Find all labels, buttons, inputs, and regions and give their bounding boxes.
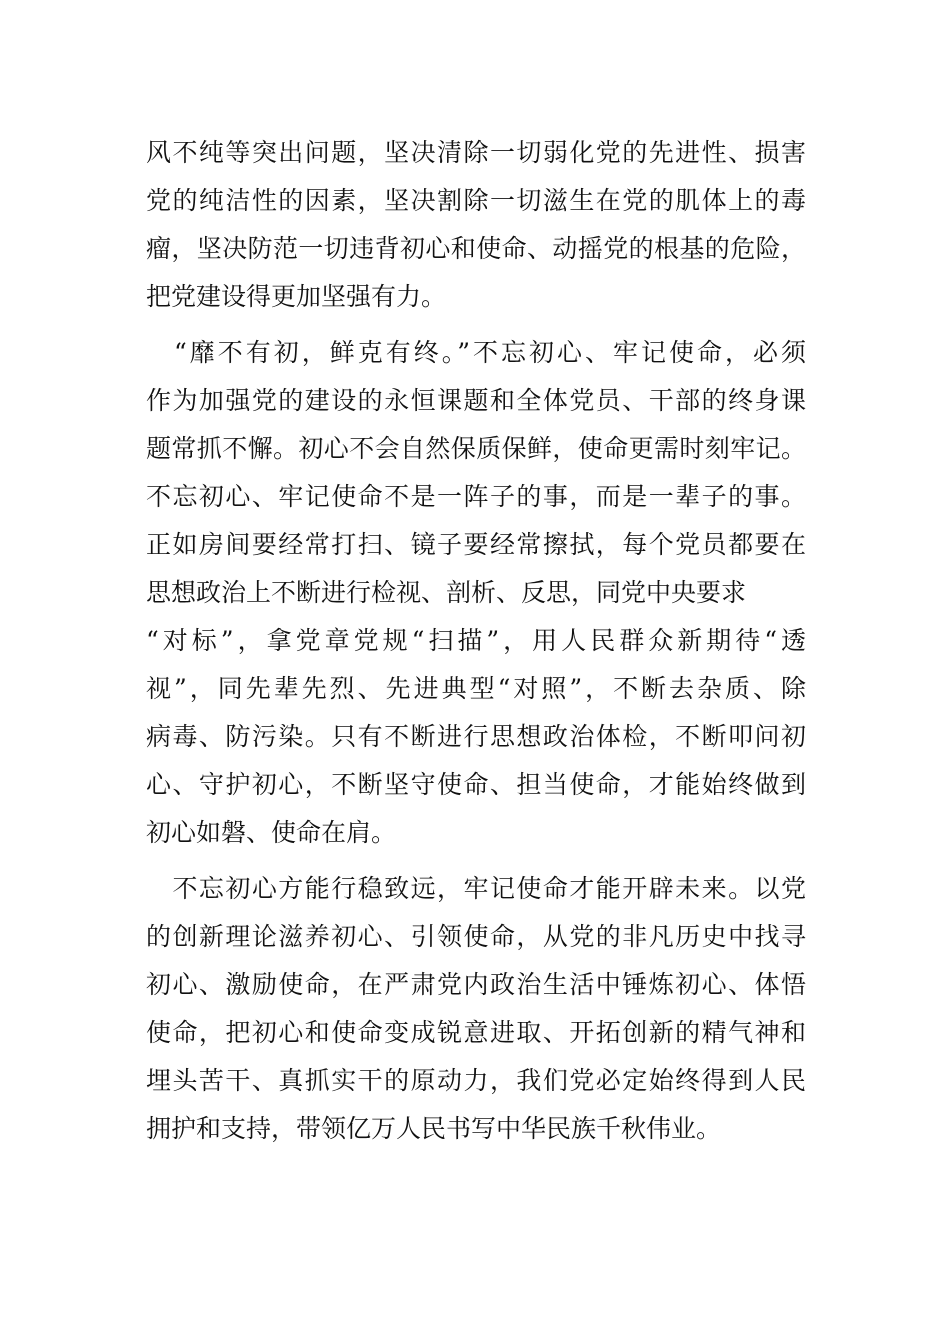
text-line: 埋头苦干、真抓实干的原动力，我们党必定始终得到人民 (146, 1066, 806, 1095)
text-line: 初心、激励使命，在严肃党内政治生活中锤炼初心、体悟 (146, 970, 806, 999)
text-line: 作为加强党的建设的永恒课题和全体党员、干部的终身课 (146, 386, 806, 415)
text-line: 拥护和支持，带领亿万人民书写中华民族千秋伟业。 (146, 1114, 722, 1143)
text-line: 瘤，坚决防范一切违背初心和使命、动摇党的根基的危险， (146, 234, 806, 263)
text-line: “对标”，拿党章党规“扫描”，用人民群众新期待“透 (146, 626, 806, 655)
document-body (146, 129, 806, 1153)
text-line: 不忘初心、牢记使命不是一阵子的事，而是一辈子的事。 (146, 482, 806, 511)
paragraph-spacer (146, 321, 806, 329)
text-line: 的创新理论滋养初心、引领使命，从党的非凡历史中找寻 (146, 922, 806, 951)
text-line: 题常抓不懈。初心不会自然保质保鲜，使命更需时刻牢记。 (146, 434, 806, 463)
text-line: “靡不有初，鲜克有终。”不忘初心、牢记使命，必须 (146, 338, 806, 367)
text-line: 使命，把初心和使命变成锐意进取、开拓创新的精气神和 (146, 1018, 806, 1047)
paragraph-2 (146, 329, 806, 857)
text-line: 不忘初心方能行稳致远，牢记使命才能开辟未来。以党 (146, 874, 806, 903)
paragraph-3 (146, 865, 806, 1153)
paragraph-spacer (146, 857, 806, 865)
text-line: 把党建设得更加坚强有力。 (146, 282, 447, 311)
text-line: 思想政治上不断进行检视、剖析、反思，同党中央要求 (146, 578, 747, 607)
text-line: 党的纯洁性的因素，坚决割除一切滋生在党的肌体上的毒 (146, 186, 806, 215)
text-line: 心、守护初心，不断坚守使命、担当使命，才能始终做到 (146, 770, 806, 799)
text-line: 风不纯等突出问题，坚决清除一切弱化党的先进性、损害 (146, 138, 806, 167)
text-line: 病毒、防污染。只有不断进行思想政治体检，不断叩问初 (146, 722, 806, 751)
text-line: 视”，同先辈先烈、先进典型“对照”，不断去杂质、除 (146, 674, 806, 703)
paragraph-1 (146, 129, 806, 321)
text-line: 正如房间要经常打扫、镜子要经常擦拭，每个党员都要在 (146, 530, 806, 559)
text-line: 初心如磐、使命在肩。 (146, 818, 397, 847)
